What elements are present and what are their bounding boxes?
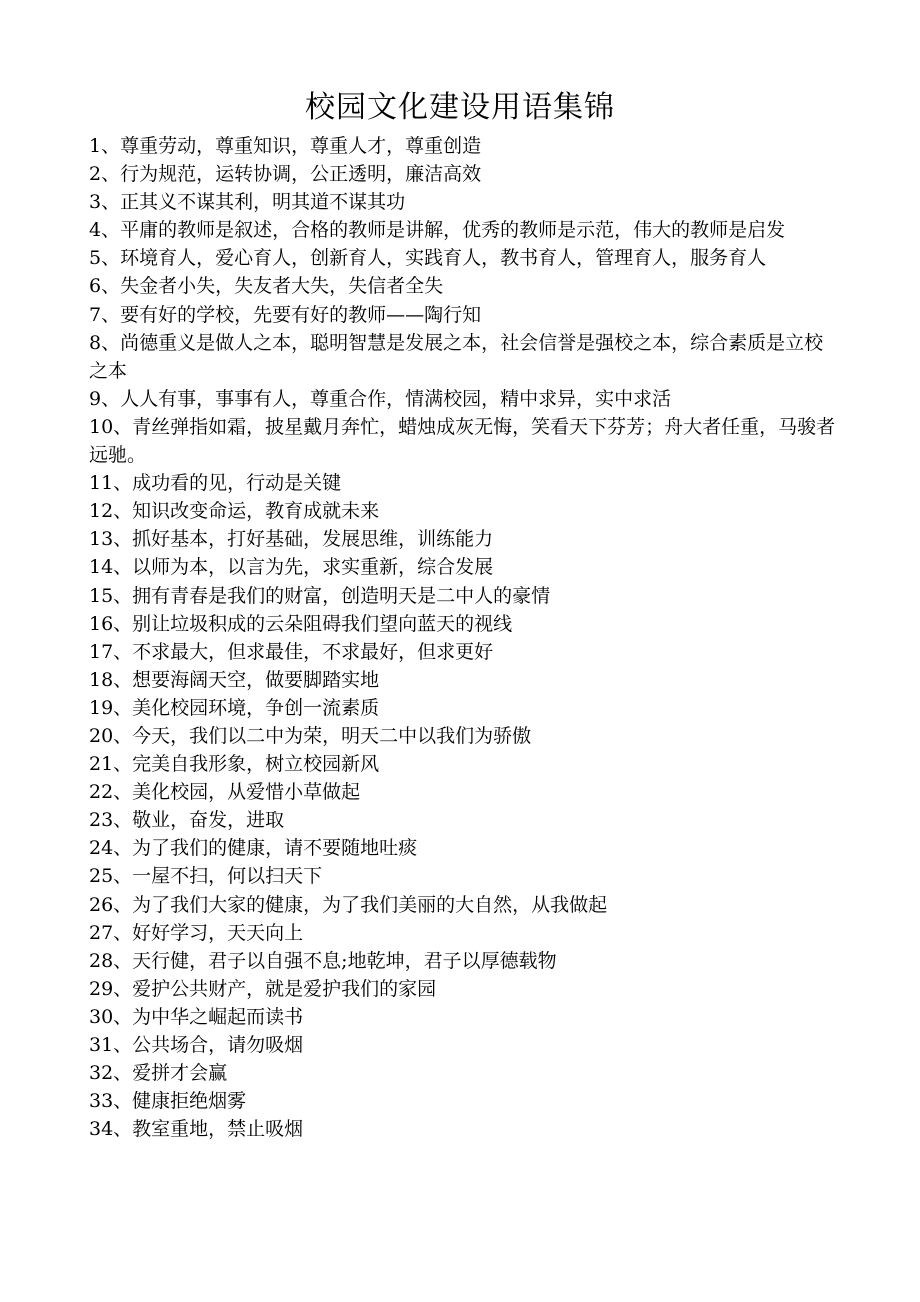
list-item: 31、公共场合，请勿吸烟: [89, 1034, 304, 1056]
list-item: 32、爱拼才会赢: [89, 1062, 228, 1085]
list-item: 3、正其义不谋其利，明其道不谋其功: [89, 191, 406, 214]
list-item: 25、一屋不扫，何以扫天下: [89, 865, 323, 888]
list-item: 18、想要海阔天空，做要脚踏实地: [89, 668, 380, 691]
list-item: 16、别让垃圾积成的云朵阻碍我们望向蓝天的视线: [89, 612, 513, 635]
list-item: 17、不求最大，但求最佳，不求最好，但求更好: [89, 640, 494, 663]
list-item: 5、环境育人，爱心育人，创新育人，实践育人，教书育人，管理育人，服务育人: [89, 247, 767, 270]
list-item: 21、完美自我形象，树立校园新风: [89, 753, 380, 776]
list-item: 34、教室重地，禁止吸烟: [89, 1118, 304, 1141]
list-item: 23、敬业，奋发，进取: [89, 809, 285, 832]
list-item: 27、好好学习，天天向上: [89, 921, 304, 944]
list-item: 10、青丝弹指如霜，披星戴月奔忙，蜡烛成灰无悔，笑看天下芬芳；舟大者任重，马骏者远驰。: [89, 415, 836, 467]
list-item: 11、成功看的见，行动是关键: [89, 472, 342, 495]
list-item: 1、尊重劳动，尊重知识，尊重人才，尊重创造: [89, 135, 482, 157]
list-item: 22、美化校园，从爱惜小草做起: [89, 781, 361, 804]
list-item: 14、以师为本，以言为先，求实重新，综合发展: [89, 556, 494, 579]
list-item: 9、人人有事，事事有人，尊重合作，情满校园，精中求异，实中求活: [89, 387, 672, 410]
list-item: 24、为了我们的健康，请不要随地吐痰: [89, 837, 418, 860]
list-item: 19、美化校园环境，争创一流素质: [89, 696, 380, 719]
page-title: 校园文化建设用语集锦: [305, 90, 615, 125]
list-item: 20、今天，我们以二中为荣，明天二中以我们为骄傲: [89, 724, 532, 747]
list-item: 30、为中华之崛起而读书: [89, 1005, 304, 1028]
list-item: 13、抓好基本，打好基础，发展思维，训练能力: [89, 528, 494, 551]
list-item: 29、爱护公共财产，就是爱护我们的家园: [89, 977, 437, 1000]
list-item: 28、天行健，君子以自强不息;地乾坤，君子以厚德载物: [89, 949, 557, 972]
list-item: 4、平庸的教师是叙述，合格的教师是讲解，优秀的教师是示范，伟大的教师是启发: [89, 219, 786, 242]
list-item: 26、为了我们大家的健康，为了我们美丽的大自然，从我做起: [89, 893, 608, 916]
list-item: 15、拥有青春是我们的财富，创造明天是二中人的豪情: [89, 584, 551, 607]
list-item: 12、知识改变命运，教育成就未来: [89, 500, 380, 523]
list-item: 8、尚德重义是做人之本，聪明智慧是发展之本，社会信誉是强校之本，综合素质是立校之本: [89, 331, 824, 382]
list-item: 33、健康拒绝烟雾: [89, 1090, 247, 1113]
list-item: 6、失金者小失，失友者大失，失信者全失: [89, 275, 444, 298]
list-item: 2、行为规范，运转协调，公正透明，廉洁高效: [89, 163, 482, 186]
slogan-list: [89, 132, 837, 1143]
list-item: 7、要有好的学校，先要有好的教师——陶行知: [89, 303, 482, 326]
